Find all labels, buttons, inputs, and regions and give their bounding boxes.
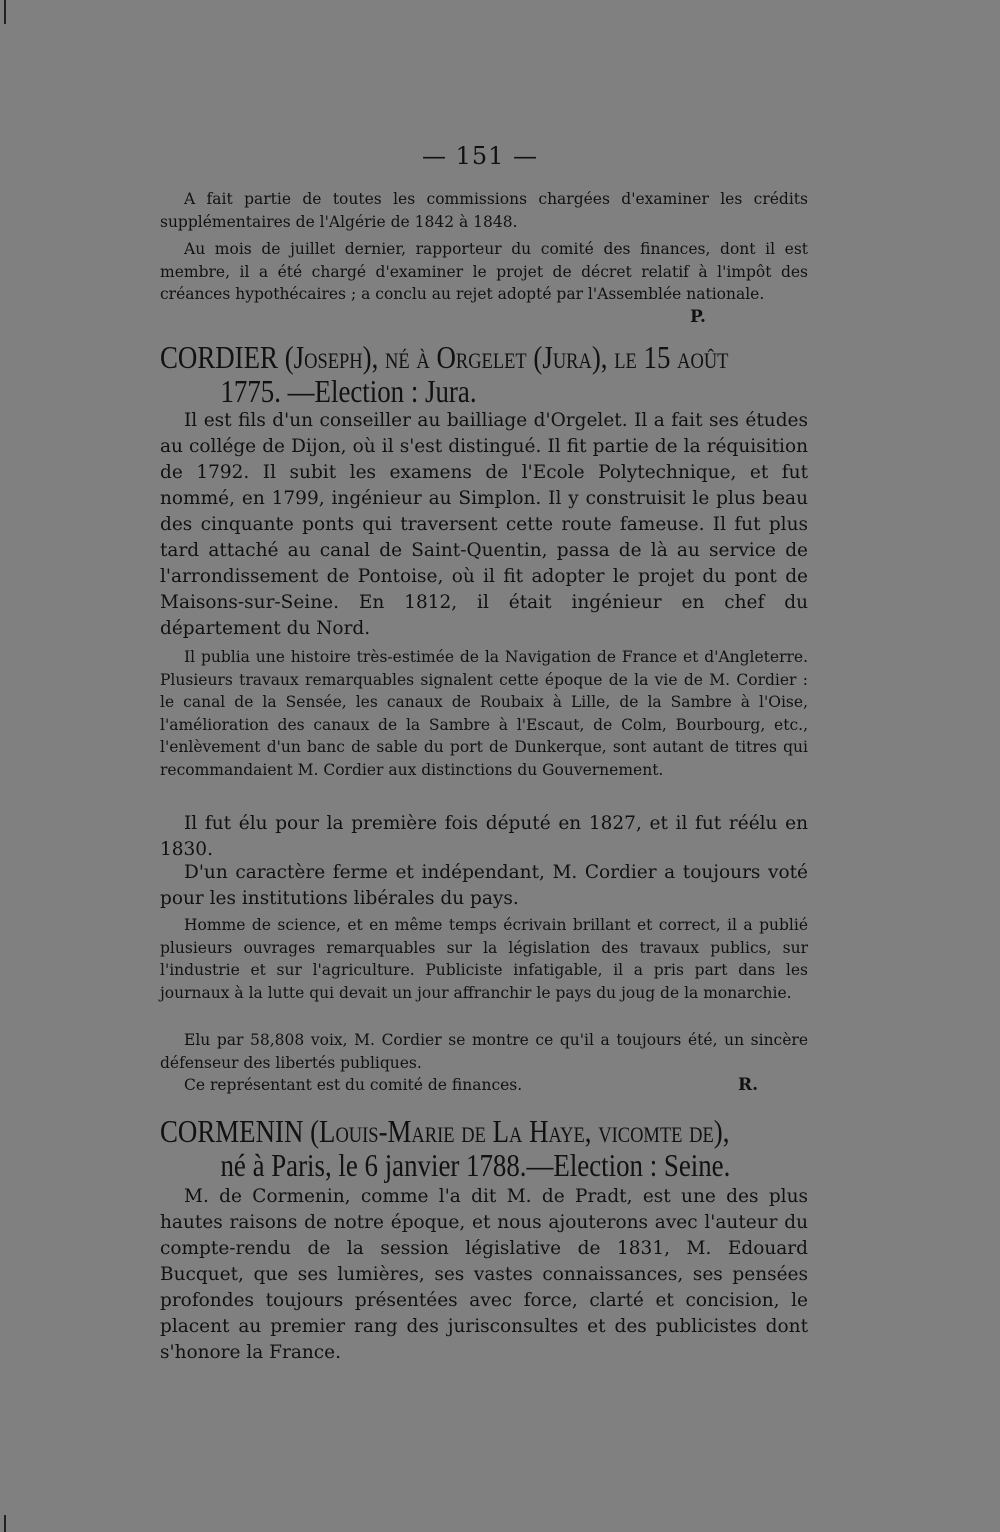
edge-mark-bottom: [4, 1515, 6, 1532]
cormenin-paragraph-1: M. de Cormenin, comme l'a dit M. de Pradt, est une des plus hautes raisons de notre époque, et nous ajouterons avec l'auteur du compte-rendu de la session législative de 1831, M. Edouard Bucquet, que ses lumières, ses vastes connaissances, ses pensées profondes toujours présentées avec force, clarté et concision, le placent au premier rang des jurisconsultes et des publicistes dont s'honore la France.: [160, 1186, 808, 1363]
cordier-paragraph-6: Elu par 58,808 voix, M. Cordier se montre ce qu'il a toujours été, un sincère défenseur des libertés publiques.: [160, 1031, 808, 1072]
page-number: — 151 —: [421, 142, 539, 170]
previous-entry-paragraph-1: A fait partie de toutes les commissions chargées d'examiner les crédits supplémentaires de l'Algérie de 1842 à 1848.: [160, 190, 808, 231]
cordier-paragraph-3: Il fut élu pour la première fois député en 1827, et il fut réélu en 1830.: [160, 813, 808, 860]
cormenin-name: CORMENIN: [160, 1113, 304, 1149]
cordier-paragraph-4: D'un caractère ferme et indépendant, M. Cordier a toujours voté pour les institutions libérales du pays.: [160, 862, 808, 909]
cordier-signature: R.: [738, 1075, 759, 1095]
cordier-title-line-2: 1775. —Election : Jura.: [220, 373, 477, 409]
previous-entry-signature: P.: [690, 307, 706, 327]
cormenin-title-line-2: né à Paris, le 6 janvier 1788.—Election : Seine.: [220, 1147, 731, 1183]
edge-mark-top: [4, 0, 6, 24]
cordier-paragraph-7: Ce représentant est du comité de finances.: [184, 1076, 523, 1094]
cormenin-entry-title: [160, 1114, 730, 1182]
cordier-title-details: (Joseph), né à Orgelet (Jura), le 15 août: [277, 339, 729, 375]
cordier-name: CORDIER: [160, 339, 278, 375]
cordier-paragraph-1: Il est fils d'un conseiller au bailliage d'Orgelet. Il a fait ses études au collége de Dijon, où il s'est distingué. Il fit partie de la réquisition de 1792. Il subit les examens de l'Ecole Polytechnique, et fut nommé, en 1799, ingénieur au Simplon. Il y construisit le plus beau des cinquante ponts qui traversent cette route fameuse. Il fut plus tard attaché au canal de Saint-Quentin, passa de là au service de l'arrondissement de Pontoise, où il fit adopter le projet du pont de Maisons-sur-Seine. En 1812, il était ingénieur en chef du département du Nord.: [160, 410, 808, 639]
cordier-entry-title: [160, 340, 728, 408]
cormenin-title-details: (Louis-Marie de La Haye, vicomte de),: [303, 1113, 730, 1149]
cordier-paragraph-5: Homme de science, et en même temps écrivain brillant et correct, il a publié plusieurs ouvrages remarquables sur la législation des travaux publics, sur l'industrie et sur l'agriculture. Publiciste infatigable, il a pris part dans les journaux à la lutte qui devait un jour affranchir le pays du joug de la monarchie.: [160, 916, 808, 1002]
previous-entry-paragraph-2: Au mois de juillet dernier, rapporteur du comité des finances, dont il est membre, il a été chargé d'examiner le projet de décret relatif à l'impôt des créances hypothécaires ; a conclu au rejet adopté par l'Assemblée nationale.: [160, 240, 808, 303]
cordier-paragraph-2: Il publia une histoire très-estimée de la Navigation de France et d'Angleterre. Plusieurs travaux remarquables signalent cette époque de la vie de M. Cordier : le canal de la Sensée, les canaux de Roubaix à Lille, de la Sambre à l'Oise, l'amélioration des canaux de la Sambre à l'Escaut, de Colm, Bourbourg, etc., l'enlèvement d'un banc de sable du port de Dunkerque, sont autant de titres qui recommandaient M. Cordier aux distinctions du Gouvernement.: [160, 648, 808, 779]
